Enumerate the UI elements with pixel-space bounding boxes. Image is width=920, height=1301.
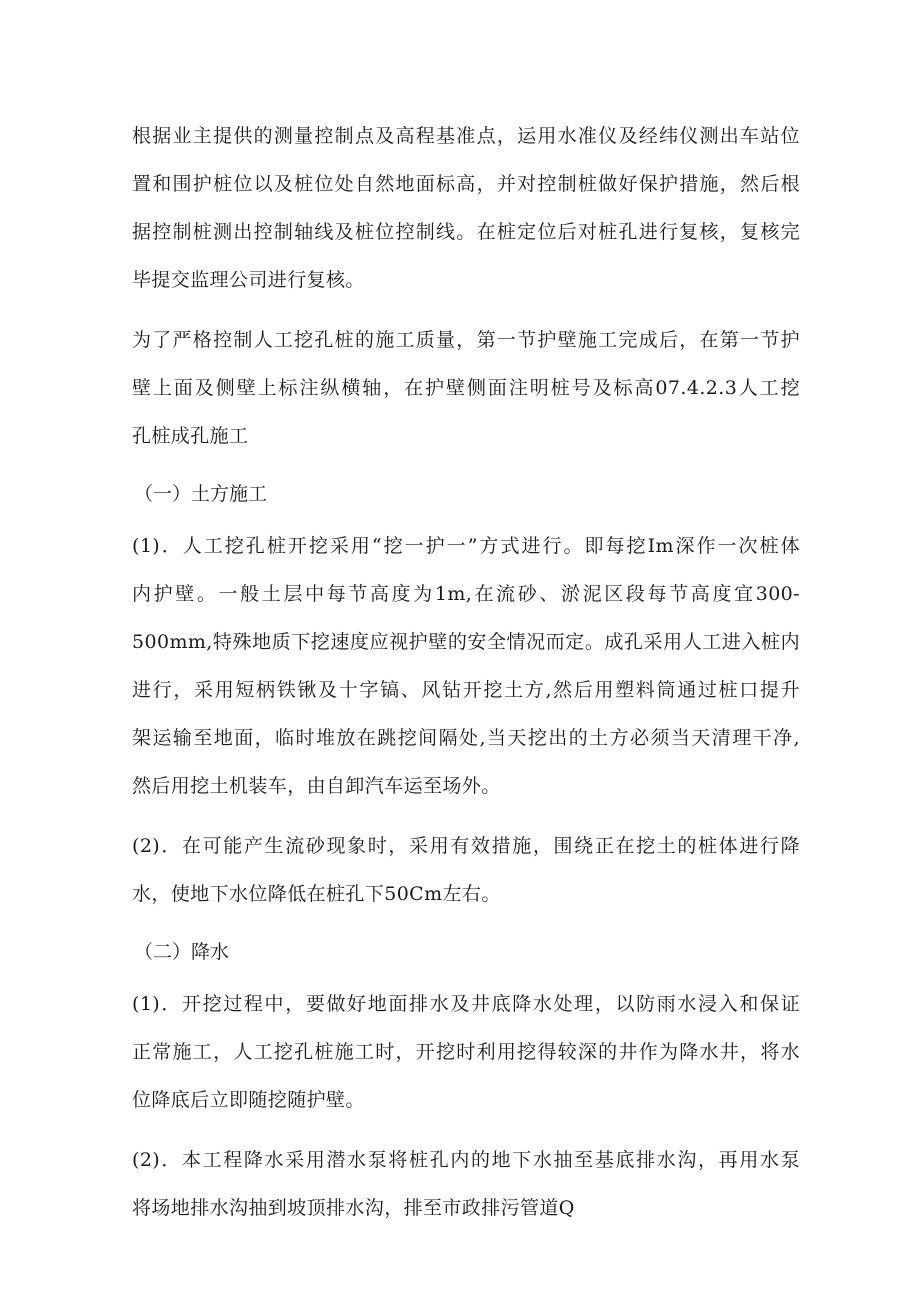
text-line: (2)．在可能产生流砂现象时，采用有效措施，围绕正在挖土的桩体进行降 <box>132 835 800 857</box>
text-line: 进行，采用短柄铁锹及十字镐、风钻开挖土方,然后用塑料筒通过桩口提升 <box>132 679 800 701</box>
text-line: (2)．本工程降水采用潜水泵将桩孔内的地下水抽至基底排水沟，再用水泵 <box>132 1149 800 1171</box>
text-line: 然后用挖土机装车，由自卸汽车运至场外。 <box>132 775 501 797</box>
text-line: (1)．开挖过程中，要做好地面排水及井底降水处理，以防雨水浸入和保证 <box>132 993 800 1015</box>
text-line: 将场地排水沟抽到坡顶排水沟，排至市政排污管道Q <box>132 1197 575 1219</box>
text-line: 置和围护桩位以及桩位处自然地面标高，并对控制桩做好保护措施，然后根 <box>132 173 800 195</box>
item-earthwork-2 <box>132 822 800 918</box>
item-dewatering-1 <box>132 980 800 1124</box>
paragraph-survey <box>132 112 800 304</box>
text-line: 水，使地下水位降低在桩孔下50Cm左右。 <box>132 883 501 905</box>
section-heading-earthwork: （一）土方施工 <box>134 483 268 505</box>
text-line: 根据业主提供的测量控制点及高程基准点，运用水准仪及经纬仪测出车站位 <box>132 125 800 147</box>
text-line: 毕提交监理公司进行复核。 <box>132 269 365 291</box>
document-body <box>132 112 800 1244</box>
text-line: 内护壁。一般土层中每节高度为1m,在流砂、淤泥区段每节高度宜300- <box>132 583 800 605</box>
text-line: 为了严格控制人工挖孔桩的施工质量，第一节护壁施工完成后，在第一节护 <box>132 329 800 351</box>
section-heading-dewatering: （二）降水 <box>134 941 230 963</box>
text-line: 孔桩成孔施工 <box>132 425 249 447</box>
text-line: 架运输至地面，临时堆放在跳挖间隔处,当天挖出的土方必须当天清理干净, <box>132 727 800 749</box>
item-dewatering-2 <box>132 1136 800 1232</box>
text-line: 壁上面及侧壁上标注纵横轴，在护壁侧面注明桩号及标高07.4.2.3人工挖 <box>132 377 800 399</box>
text-line: (1)．人工挖孔桩开挖采用“挖一护一”方式进行。即每挖Im深作一次桩体 <box>132 535 800 557</box>
text-line: 位降底后立即随挖随护壁。 <box>132 1089 365 1111</box>
paragraph-quality-control <box>132 316 800 460</box>
text-line: 500mm,特殊地质下挖速度应视护壁的安全情况而定。成孔采用人工进入桩内 <box>132 631 800 653</box>
text-line: 正常施工，人工挖孔桩施工时，开挖时利用挖得较深的井作为降水井，将水 <box>132 1041 800 1063</box>
item-earthwork-1 <box>132 522 800 810</box>
text-line: 据控制桩测出控制轴线及桩位控制线。在桩定位后对桩孔进行复核，复核完 <box>132 221 800 243</box>
